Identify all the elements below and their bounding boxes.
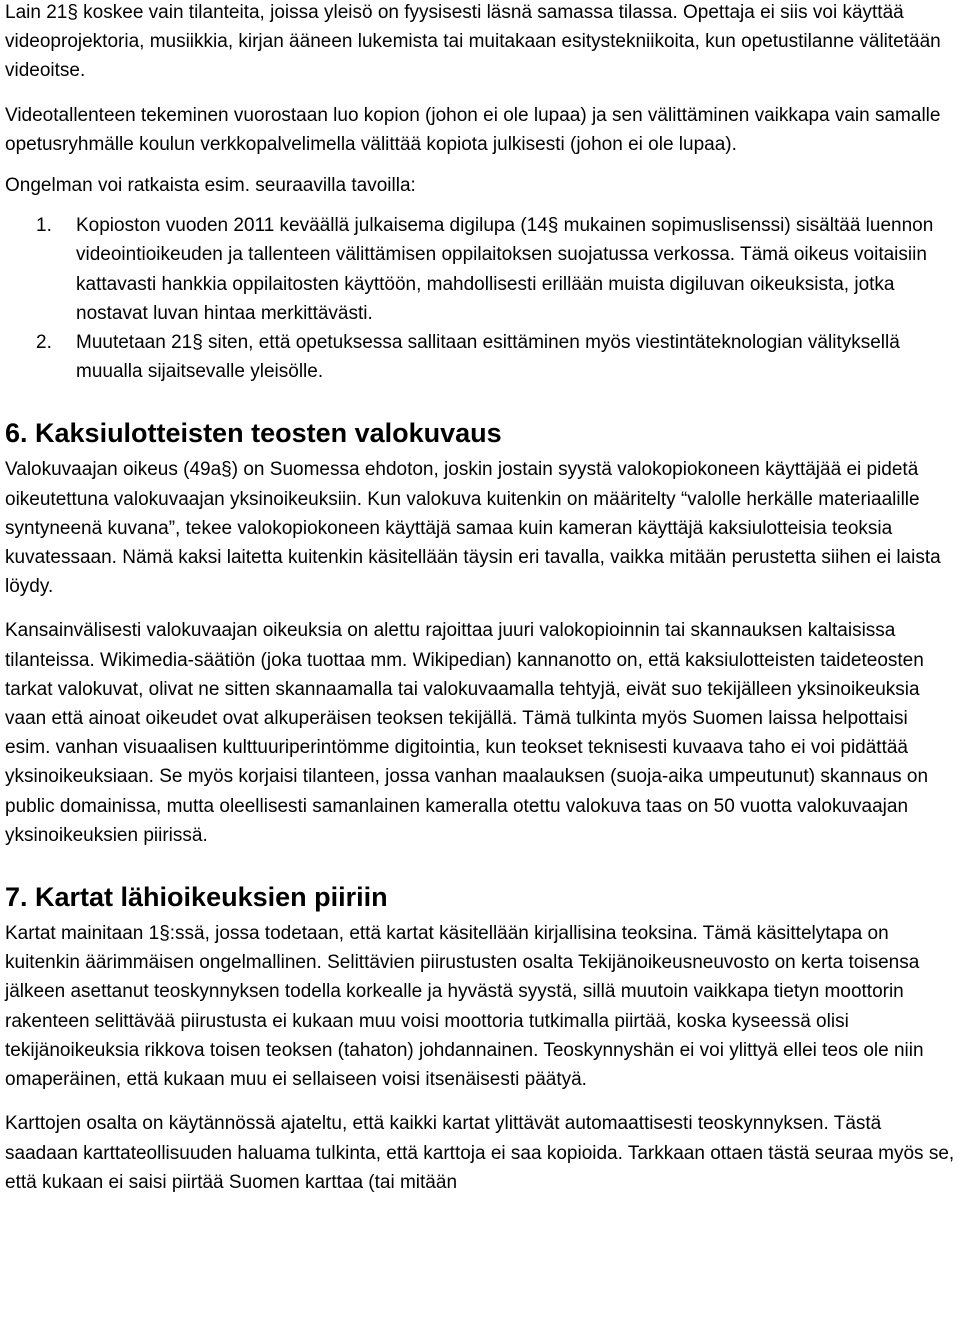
solutions-list [5,211,957,386]
intro-paragraph-1: Lain 21§ koskee vain tilanteita, joissa yleisö on fyysisesti läsnä samassa tilassa. Opettaja ei siis voi käyttää videoprojektoria, musiikkia, kirjan ääneen lukemista tai muitakaan esitystekniikoita, kun opetustilanne välitetään videoitse. [5,2,941,82]
section-7-paragraph-2: Karttojen osalta on käytännössä ajateltu, että kaikki kartat ylittävät automaattisesti teoskynnyksen. Tästä saadaan karttateollisuuden haluama tulkinta, että karttoja ei saa kopioida. Tarkkaan ottaen tästä seuraa myös se, että kukaan ei saisi piirtää Suomen karttaa (tai mitään [5,1113,955,1193]
list-item-number: 2. [36,332,52,354]
list-item [5,211,957,328]
section-7-heading: 7. Kartat lähioikeuksien piiriin [5,882,388,913]
intro-paragraph-3: Ongelman voi ratkaista esim. seuraavilla tavoilla: [5,175,416,197]
document-page [5,0,957,1197]
list-item [5,328,957,386]
list-item-text: Muutetaan 21§ siten, että opetuksessa sallitaan esittäminen myös viestintäteknologian välityksellä muualla sijaitsevalle yleisölle. [76,332,900,383]
section-6-heading: 6. Kaksiulotteisten teosten valokuvaus [5,418,502,449]
section-7-paragraph-1: Kartat mainitaan 1§:ssä, jossa todetaan, että kartat käsitellään kirjallisina teoksina. Tämä käsittelytapa on kuitenkin äärimmäisen ongelmallinen. Selittävien piirustusten osalta Tekijänoikeusneuvosto on kerta toisensa jälkeen asettanut teoskynnyksen todella korkealle ja hyvästä syystä, sillä muutoin vaikkapa tietyn moottorin rakenteen selittävää piirustusta ei kukaan muu voisi moottoria tutkimalla piirtää, koska kyseessä olisi tekijänoikeuksia rikkova toisen teoksen (tahaton) johdannainen. Teoskynnyshän ei voi ylittyä ellei teos ole niin omaperäinen, että kukaan muu ei sellaiseen voisi itsenäisesti päätyä. [5,923,924,1091]
intro-paragraph-2: Videotallenteen tekeminen vuorostaan luo kopion (johon ei ole lupaa) ja sen välittäminen vaikkapa vain samalle opetusryhmälle koulun verkkopalvelimella välittää kopiota julkisesti (johon ei ole lupaa). [5,104,941,155]
section-6-paragraph-1: Valokuvaajan oikeus (49a§) on Suomessa ehdoton, joskin jostain syystä valokopiokoneen käyttäjää ei pidetä oikeutettuna valokuvaajan yksinoikeuksiin. Kun valokuva kuitenkin on määritelty “valolle herkälle materiaalille syntyneenä kuvana”, tekee valokopiokoneen käyttäjä samaa kuin kameran käyttäjä kaksiulotteisia teoksia kuvatessaan. Nämä kaksi laitetta kuitenkin käsitellään täysin eri tavalla, vaikka mitään perustetta siihen ei laista löydy. [5,459,941,598]
section-6-paragraph-2: Kansainvälisesti valokuvaajan oikeuksia on alettu rajoittaa juuri valokopioinnin tai skannauksen kaltaisissa tilanteissa. Wikimedia-säätiön (joka tuottaa mm. Wikipedian) kannanotto on, että kaksiulotteisten taideteosten tarkat valokuvat, olivat ne sitten skannaamalla tai valokuvaamalla tehtyjä, eivät suo tekijälleen yksinoikeuksia vaan että ainoat oikeudet ovat alkuperäisen teoksen tekijällä. Tämä tulkinta myös Suomen laissa helpottaisi esim. vanhan visuaalisen kulttuuriperintömme digitointia, kun teokset teknisesti kuvaava taho ei voi pidättää yksinoikeuksiaan. Se myös korjaisi tilanteen, jossa vanhan maalauksen (suoja-aika umpeutunut) skannaus on public domainissa, mutta oleellisesti samanlainen kameralla otettu valokuva taas on 50 vuotta valokuvaajan yksinoikeuksien piirissä. [5,620,929,846]
list-item-number: 1. [36,215,52,237]
list-item-text: Kopioston vuoden 2011 keväällä julkaisema digilupa (14§ mukainen sopimuslisenssi) sisältää luennon videointioikeuden ja tallenteen välittämisen oppilaitoksen suojatussa verkossa. Tämä oikeus voitaisiin kattavasti hankkia oppilaitosten käyttöön, mahdollisesti erillään muista digiluvan oikeuksista, jotka nostavat luvan hintaa merkittävästi. [76,215,934,324]
